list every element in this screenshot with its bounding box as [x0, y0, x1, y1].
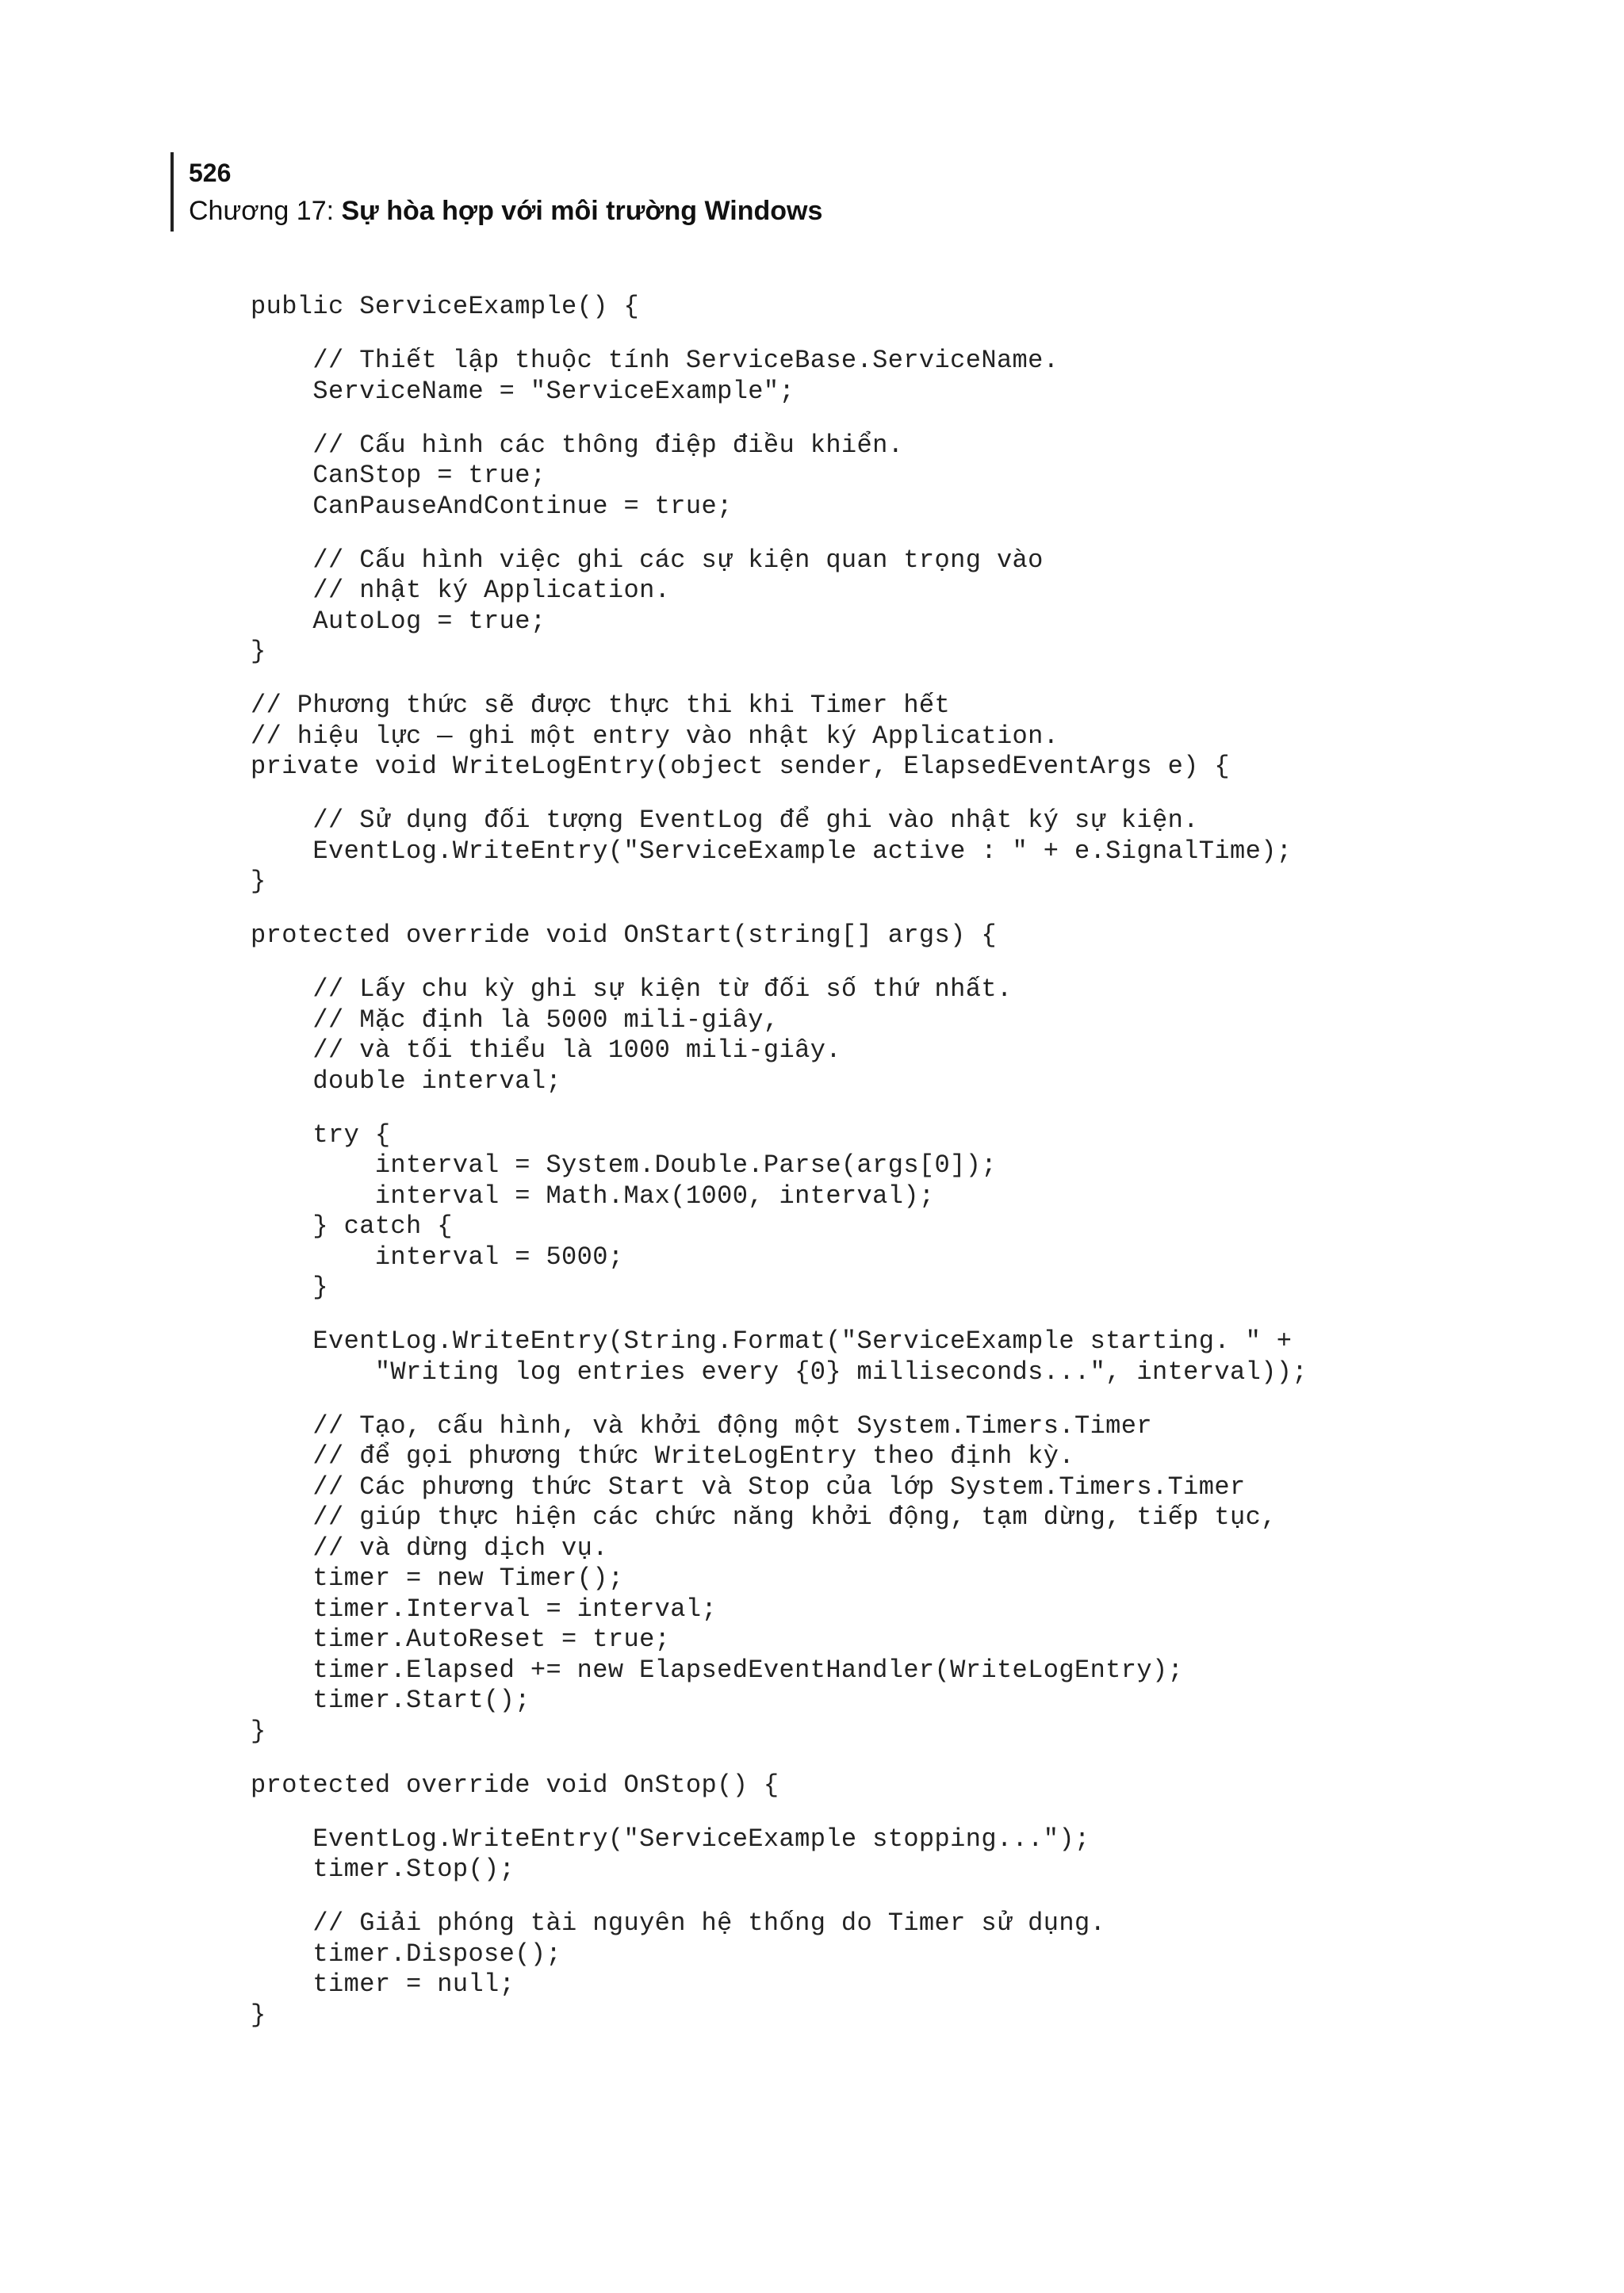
code-line: CanPauseAndContinue = true;: [251, 491, 733, 521]
code-line: EventLog.WriteEntry(String.Format("ServiceExample starting. " +: [251, 1326, 1293, 1356]
code-line: // Tạo, cấu hình, và khởi động một System.Timers.Timer: [251, 1411, 1152, 1441]
code-line: }: [251, 867, 266, 896]
code-line: // Cấu hình các thông điệp điều khiển.: [251, 430, 904, 460]
code-line: [251, 1885, 1308, 1909]
code-line: [251, 522, 1308, 545]
code-line: EventLog.WriteEntry("ServiceExample stopping...");: [251, 1824, 1090, 1854]
code-line: interval = Math.Max(1000, interval);: [251, 1181, 935, 1211]
code-line: EventLog.WriteEntry("ServiceExample active : " + e.SignalTime);: [251, 836, 1293, 866]
code-line: // Sử dụng đối tượng EventLog để ghi vào nhật ký sự kiện.: [251, 806, 1199, 835]
code-line: [251, 668, 1308, 691]
code-line: } catch {: [251, 1212, 453, 1241]
code-line: timer.Dispose();: [251, 1939, 562, 1969]
code-line: [251, 1801, 1308, 1824]
code-line: protected override void OnStop() {: [251, 1770, 779, 1800]
code-line: try {: [251, 1120, 391, 1150]
code-line: // nhật ký Application.: [251, 576, 671, 605]
code-line: }: [251, 637, 266, 666]
code-line: timer.Stop();: [251, 1855, 515, 1884]
code-line: // Giải phóng tài nguyên hệ thống do Timer sử dụng.: [251, 1908, 1106, 1938]
code-line: "Writing log entries every {0} milliseconds...", interval));: [251, 1357, 1308, 1387]
code-line: [251, 783, 1308, 806]
code-line: interval = 5000;: [251, 1242, 624, 1272]
code-line: protected override void OnStart(string[] args) {: [251, 921, 997, 950]
code-line: // và tối thiểu là 1000 mili-giây.: [251, 1035, 841, 1065]
code-line: [251, 1388, 1308, 1411]
code-line: [251, 1303, 1308, 1327]
code-line: AutoLog = true;: [251, 606, 546, 636]
code-line: // Lấy chu kỳ ghi sự kiện từ đối số thứ nhất.: [251, 974, 1013, 1004]
code-line: // giúp thực hiện các chức năng khởi động, tạm dừng, tiếp tục,: [251, 1503, 1277, 1532]
code-line: timer.Elapsed += new ElapsedEventHandler(WriteLogEntry);: [251, 1655, 1184, 1685]
code-line: interval = System.Double.Parse(args[0]);: [251, 1150, 997, 1180]
code-line: [251, 951, 1308, 975]
code-line: timer = new Timer();: [251, 1564, 624, 1593]
code-line: [251, 407, 1308, 431]
code-line: [251, 898, 1308, 921]
code-line: // hiệu lực — ghi một entry vào nhật ký Application.: [251, 721, 1059, 751]
code-line: }: [251, 2000, 266, 2030]
code-line: double interval;: [251, 1066, 562, 1096]
code-line: [251, 1097, 1308, 1120]
code-line: timer.Start();: [251, 1686, 530, 1715]
code-line: // Cấu hình việc ghi các sự kiện quan trọng vào: [251, 545, 1044, 575]
code-line: [251, 1747, 1308, 1770]
code-line: ServiceName = "ServiceExample";: [251, 376, 795, 406]
code-line: private void WriteLogEntry(object sender, ElapsedEventArgs e) {: [251, 752, 1230, 781]
code-listing: [251, 292, 1308, 2031]
code-line: // để gọi phương thức WriteLogEntry theo định kỳ.: [251, 1441, 1074, 1471]
header-rule: [170, 152, 174, 232]
code-line: // Mặc định là 5000 mili-giây,: [251, 1005, 779, 1035]
page-number: 526: [189, 159, 232, 187]
code-line: // Thiết lập thuộc tính ServiceBase.ServiceName.: [251, 346, 1059, 375]
code-line: // Các phương thức Start và Stop của lớp System.Timers.Timer: [251, 1472, 1246, 1502]
code-line: }: [251, 1716, 266, 1746]
code-line: // và dừng dịch vụ.: [251, 1533, 608, 1563]
code-line: timer.AutoReset = true;: [251, 1625, 671, 1654]
code-line: // Phương thức sẽ được thực thi khi Timer hết: [251, 691, 951, 720]
chapter-heading: [189, 194, 822, 228]
code-line: timer = null;: [251, 1970, 515, 1999]
code-line: CanStop = true;: [251, 461, 546, 490]
code-line: }: [251, 1273, 329, 1302]
chapter-title: Sự hòa hợp với môi trường Windows: [341, 196, 823, 226]
code-line: timer.Interval = interval;: [251, 1594, 718, 1624]
code-line: [251, 323, 1308, 346]
code-line: public ServiceExample() {: [251, 292, 640, 321]
chapter-prefix: Chương 17:: [189, 196, 342, 226]
